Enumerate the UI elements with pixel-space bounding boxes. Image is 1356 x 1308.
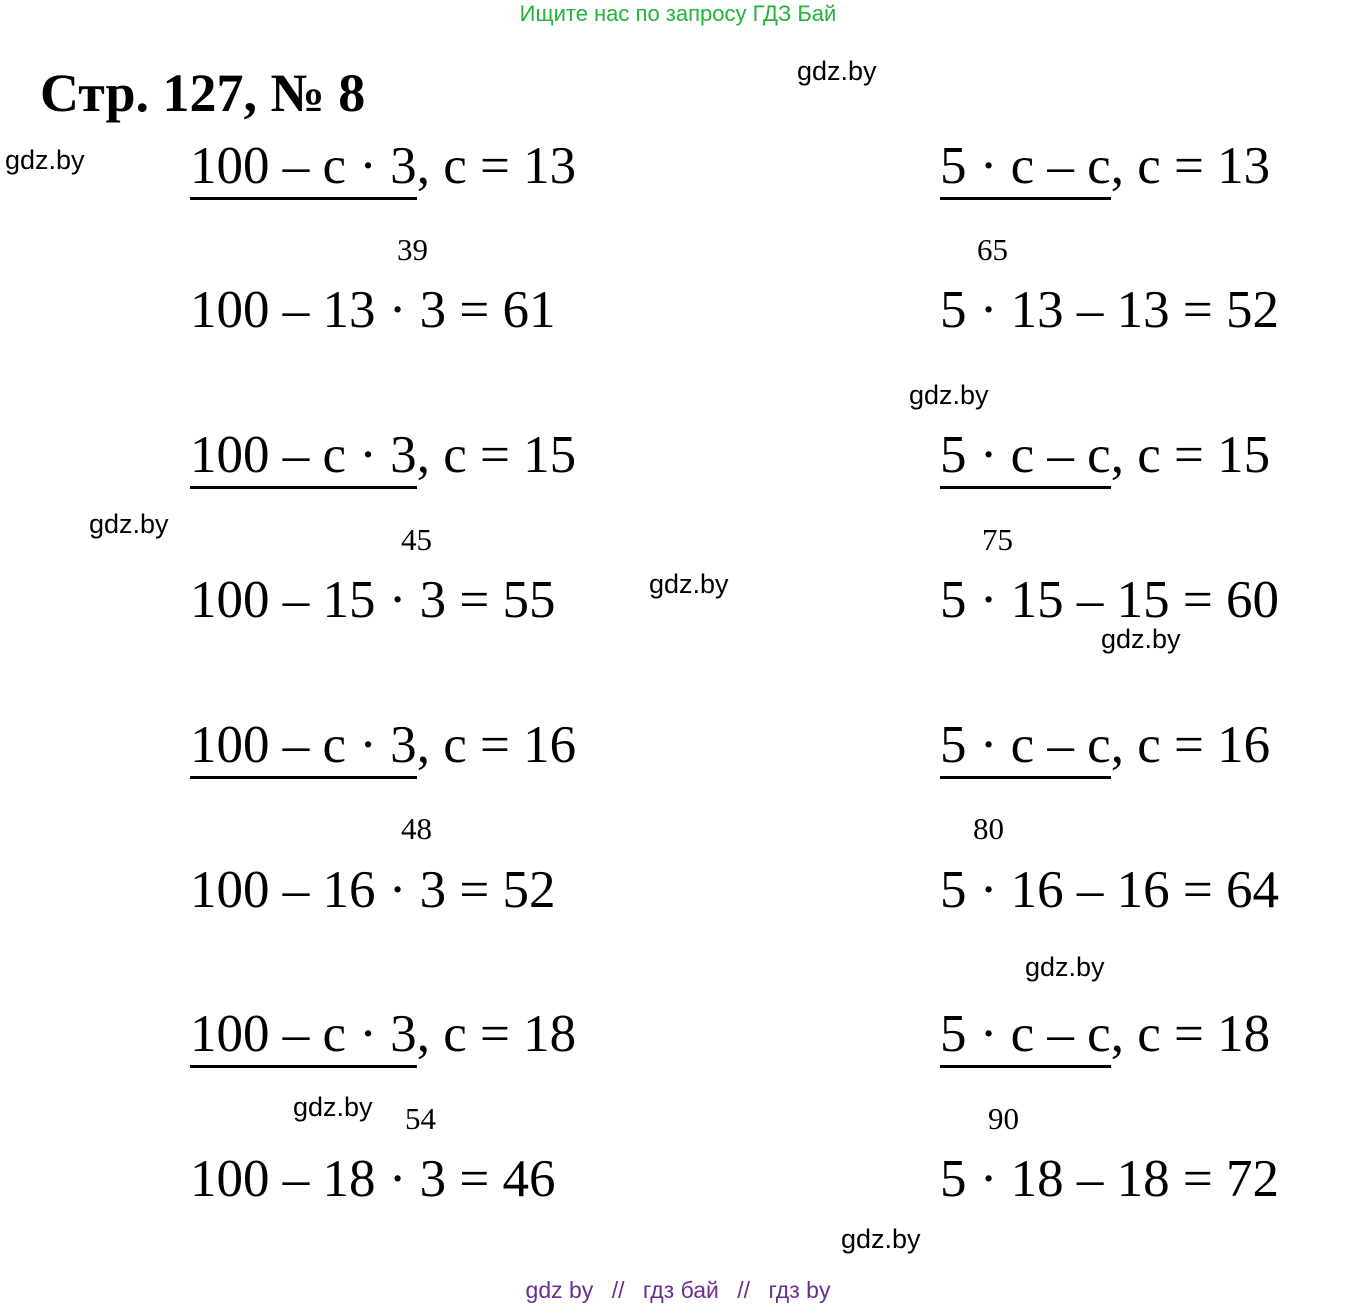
expression-condition: , с = 18 — [1110, 1005, 1271, 1063]
footer-separator: // — [737, 1277, 751, 1303]
expression-underlined: 5 · с – с — [940, 137, 1111, 200]
solution-line: 100 – 13 · 3 = 61 — [190, 281, 556, 339]
solution-line: 100 – 18 · 3 = 46 — [190, 1150, 556, 1208]
partial-result: 65 — [977, 232, 1008, 267]
partial-result: 39 — [397, 232, 428, 267]
expression-underlined: 5 · с – с — [940, 1005, 1111, 1068]
expression-underlined: 5 · с – с — [940, 716, 1111, 779]
expression-condition: , с = 15 — [416, 426, 577, 484]
footer-link-gdz-bai[interactable]: гдз бай — [642, 1277, 719, 1303]
partial-result: 54 — [405, 1101, 436, 1136]
task-expression — [190, 136, 576, 196]
expression-condition: , с = 18 — [416, 1005, 577, 1063]
task-expression — [190, 425, 576, 485]
partial-result: 80 — [973, 811, 1004, 846]
solution-line: 100 – 16 · 3 = 52 — [190, 861, 556, 919]
partial-result: 45 — [401, 522, 432, 557]
solution-line: 5 · 15 – 15 = 60 — [940, 571, 1280, 629]
partial-result: 75 — [982, 522, 1013, 557]
partial-result: 48 — [401, 811, 432, 846]
watermark: gdz.by — [797, 56, 877, 86]
task-expression — [940, 715, 1270, 775]
footer-link-gdz-by-cyr[interactable]: гдз by — [768, 1277, 831, 1303]
task-expression — [940, 425, 1270, 485]
watermark: gdz.by — [841, 1224, 921, 1254]
watermark: gdz.by — [649, 569, 729, 599]
watermark: gdz.by — [89, 509, 169, 539]
partial-result: 90 — [988, 1101, 1019, 1136]
expression-underlined: 100 – с · 3 — [190, 426, 417, 489]
expression-underlined: 5 · с – с — [940, 426, 1111, 489]
search-banner: Ищите нас по запросу ГДЗ Бай — [519, 1, 837, 26]
expression-underlined: 100 – с · 3 — [190, 1005, 417, 1068]
expression-underlined: 100 – с · 3 — [190, 716, 417, 779]
page-title: Стр. 127, № 8 — [40, 63, 366, 123]
task-expression — [190, 715, 576, 775]
footer-separator: // — [611, 1277, 625, 1303]
task-expression — [940, 1004, 1270, 1064]
expression-condition: , с = 16 — [1110, 716, 1271, 774]
footer-link-gdz-by[interactable]: gdz by — [525, 1277, 594, 1303]
expression-condition: , с = 13 — [1110, 137, 1271, 195]
watermark: gdz.by — [909, 380, 989, 410]
footer-links — [0, 1277, 1356, 1304]
solution-line: 5 · 16 – 16 = 64 — [940, 861, 1280, 919]
watermark: gdz.by — [5, 145, 85, 175]
watermark: gdz.by — [1025, 952, 1105, 982]
watermark: gdz.by — [1101, 624, 1181, 654]
expression-condition: , с = 13 — [416, 137, 577, 195]
task-expression — [940, 136, 1270, 196]
solution-line: 5 · 13 – 13 = 52 — [940, 281, 1280, 339]
expression-condition: , с = 16 — [416, 716, 577, 774]
expression-condition: , с = 15 — [1110, 426, 1271, 484]
expression-underlined: 100 – с · 3 — [190, 137, 417, 200]
solution-line: 5 · 18 – 18 = 72 — [940, 1150, 1280, 1208]
solution-line: 100 – 15 · 3 = 55 — [190, 571, 556, 629]
task-expression — [190, 1004, 576, 1064]
watermark: gdz.by — [293, 1092, 373, 1122]
